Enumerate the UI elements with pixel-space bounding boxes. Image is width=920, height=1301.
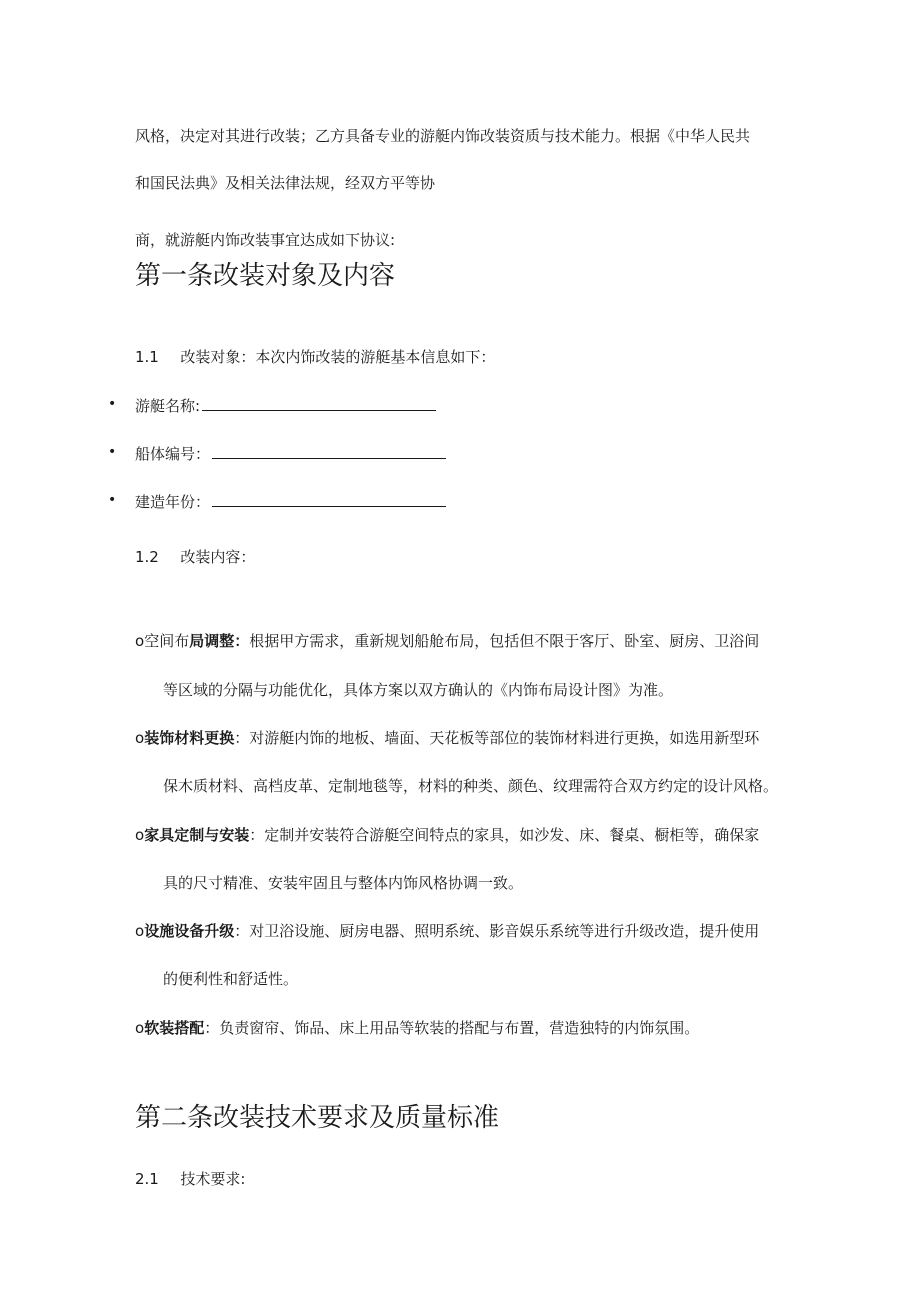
list-item xyxy=(135,921,759,941)
intro-line-2: 和国民法典》及相关法律法规，经双方平等协 xyxy=(135,174,436,192)
bullet-icon: • xyxy=(108,492,117,508)
section-2-title: 第二条改装技术要求及质量标准 xyxy=(135,1103,500,1133)
hull-number-blank[interactable] xyxy=(212,443,446,459)
field-yacht-name xyxy=(135,395,436,416)
section-1-title: 第一条改装对象及内容 xyxy=(135,261,396,291)
field-build-year xyxy=(135,491,446,512)
item-title: 局调整： xyxy=(189,632,250,650)
item-text: ：对游艇内饰的地板、墙面、天花板等部位的装饰材料进行更换，如选用新型环 xyxy=(234,729,760,747)
field-yacht-name-label: 游艇名称: xyxy=(135,397,201,415)
build-year-blank[interactable] xyxy=(212,491,446,507)
clause-1-1-text: 改装对象：本次内饰改装的游艇基本信息如下： xyxy=(180,348,496,366)
item-continuation: 保木质材料、高档皮革、定制地毯等，材料的种类、颜色、纹理需符合双方约定的设计风格。 xyxy=(163,777,779,795)
clause-1-2-number: 1.2 xyxy=(135,548,159,566)
item-title: 设施设备升级 xyxy=(144,922,235,940)
clause-1-2 xyxy=(135,547,255,567)
circle-bullet-icon: o xyxy=(135,922,145,940)
list-item xyxy=(135,825,759,845)
circle-bullet-icon: o xyxy=(135,1019,145,1037)
item-title: 软装搭配 xyxy=(144,1019,205,1037)
field-hull-number xyxy=(135,443,446,464)
field-build-year-label: 建造年份： xyxy=(135,493,211,511)
clause-1-1 xyxy=(135,347,495,367)
circle-bullet-icon: o xyxy=(135,632,145,650)
list-item xyxy=(135,1018,699,1038)
item-continuation: 的便利性和舒适性。 xyxy=(163,970,299,988)
list-item xyxy=(135,728,759,748)
item-text: 根据甲方需求，重新规划船舱布局，包括但不限于客厅、卧室、厨房、卫浴间 xyxy=(249,632,760,650)
item-text: ：定制并安装符合游艇空间特点的家具，如沙发、床、餐桌、橱柜等，确保家 xyxy=(249,826,760,844)
clause-1-1-number: 1.1 xyxy=(135,348,159,366)
circle-bullet-icon: o xyxy=(135,729,145,747)
item-continuation: 具的尺寸精准、安装牢固且与整体内饰风格协调一致。 xyxy=(163,874,524,892)
item-title: 家具定制与安装 xyxy=(144,826,250,844)
clause-2-1-number: 2.1 xyxy=(135,1170,159,1188)
clause-2-1-text: 技术要求: xyxy=(180,1170,246,1188)
bullet-icon: • xyxy=(108,396,117,412)
field-hull-number-label: 船体编号： xyxy=(135,445,211,463)
clause-1-2-text: 改装内容： xyxy=(180,548,256,566)
intro-line-1: 风格，决定对其进行改装；乙方具备专业的游艇内饰改装资质与技术能力。根据《中华人民共 xyxy=(135,127,751,145)
intro-line-3: 商，就游艇内饰改装事宜达成如下协议: xyxy=(135,231,396,249)
clause-2-1 xyxy=(135,1169,245,1189)
item-continuation: 等区域的分隔与功能优化，具体方案以双方确认的《内饰布局设计图》为准。 xyxy=(163,681,674,699)
yacht-name-blank[interactable] xyxy=(202,395,436,411)
item-text: ：负责窗帘、饰品、床上用品等软装的搭配与布置，营造独特的内饰氛围。 xyxy=(204,1019,700,1037)
item-text: ：对卫浴设施、厨房电器、照明系统、影音娱乐系统等进行升级改造，提升使用 xyxy=(234,922,760,940)
bullet-icon: • xyxy=(108,444,117,460)
list-item xyxy=(135,631,759,651)
circle-bullet-icon: o xyxy=(135,826,145,844)
item-title: 装饰材料更换 xyxy=(144,729,235,747)
item-prefix: 空间布 xyxy=(144,632,190,650)
